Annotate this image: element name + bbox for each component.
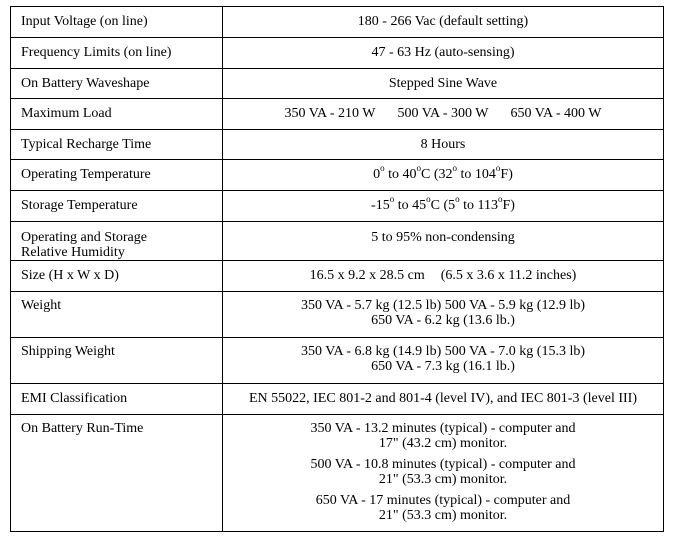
row-label: Shipping Weight — [21, 344, 115, 359]
row-value: 350 VA - 13.2 minutes (typical) - computer and 17" (43.2 cm) monitor. 500 VA - 10.8 minutes (typical) - computer and 21" (53.3 cm) monitor. 650 VA - 17 minutes (typical) - computer and 21" (53.3 cm) monitor. — [310, 421, 576, 523]
row-value: 350 VA - 6.8 kg (14.9 lb) 500 VA - 7.0 kg (15.3 lb) 650 VA - 7.3 kg (16.1 lb.) — [300, 344, 586, 374]
row-label: Typical Recharge Time — [21, 137, 152, 152]
row-value: 350 VA - 5.7 kg (12.5 lb) 500 VA - 5.9 kg (12.9 lb) 650 VA - 6.2 kg (13.6 lb.) — [300, 298, 586, 328]
row-label: Operating Temperature — [21, 167, 151, 182]
table-row — [11, 191, 664, 222]
row-label: Input Voltage (on line) — [21, 14, 148, 29]
table-row — [11, 292, 664, 338]
table-row — [11, 415, 664, 532]
specifications-table — [10, 6, 664, 532]
size-metric: 16.5 x 9.2 x 28.5 cm — [309, 268, 425, 283]
row-value: EN 55022, IEC 801-2 and 801-4 (level IV), and IEC 801-3 (level III) — [248, 391, 637, 406]
table-row — [11, 38, 664, 69]
table-row — [11, 69, 664, 99]
max-load-650: 650 VA - 400 W — [510, 106, 602, 121]
row-label: On Battery Waveshape — [21, 76, 150, 91]
row-value — [223, 261, 663, 283]
table-row — [11, 99, 664, 130]
row-label: EMI Classification — [21, 391, 128, 406]
row-value: Stepped Sine Wave — [388, 76, 498, 91]
table-row — [11, 7, 664, 38]
row-label: On Battery Run-Time — [21, 421, 144, 436]
table-row — [11, 160, 664, 191]
row-label: Size (H x W x D) — [21, 268, 119, 283]
row-value: 47 - 63 Hz (auto-sensing) — [371, 45, 515, 60]
size-imperial: (6.5 x 3.6 x 11.2 inches) — [440, 268, 577, 283]
row-label: Frequency Limits (on line) — [21, 45, 172, 60]
row-value: 8 Hours — [420, 137, 466, 152]
max-load-350: 350 VA - 210 W — [284, 106, 376, 121]
row-label: Operating and Storage Relative Humidity — [21, 230, 147, 260]
row-value: 180 - 266 Vac (default setting) — [357, 14, 529, 29]
row-label: Maximum Load — [21, 106, 112, 121]
table-row — [11, 384, 664, 415]
row-value — [223, 99, 663, 121]
row-value: 0$^o$ to 40$^o$C (32$^o$ to 104$^o$F) — [373, 163, 513, 182]
row-value: -15$^o$ to 45$^o$C (5$^o$ to 113$^o$F) — [371, 194, 515, 213]
row-label: Weight — [21, 298, 62, 313]
table-row — [11, 130, 664, 160]
row-label: Storage Temperature — [21, 198, 138, 213]
row-value: 5 to 95% non-condensing — [371, 230, 515, 245]
table-row — [11, 222, 664, 261]
table-row — [11, 338, 664, 384]
table-row — [11, 261, 664, 292]
max-load-500: 500 VA - 300 W — [397, 106, 489, 121]
